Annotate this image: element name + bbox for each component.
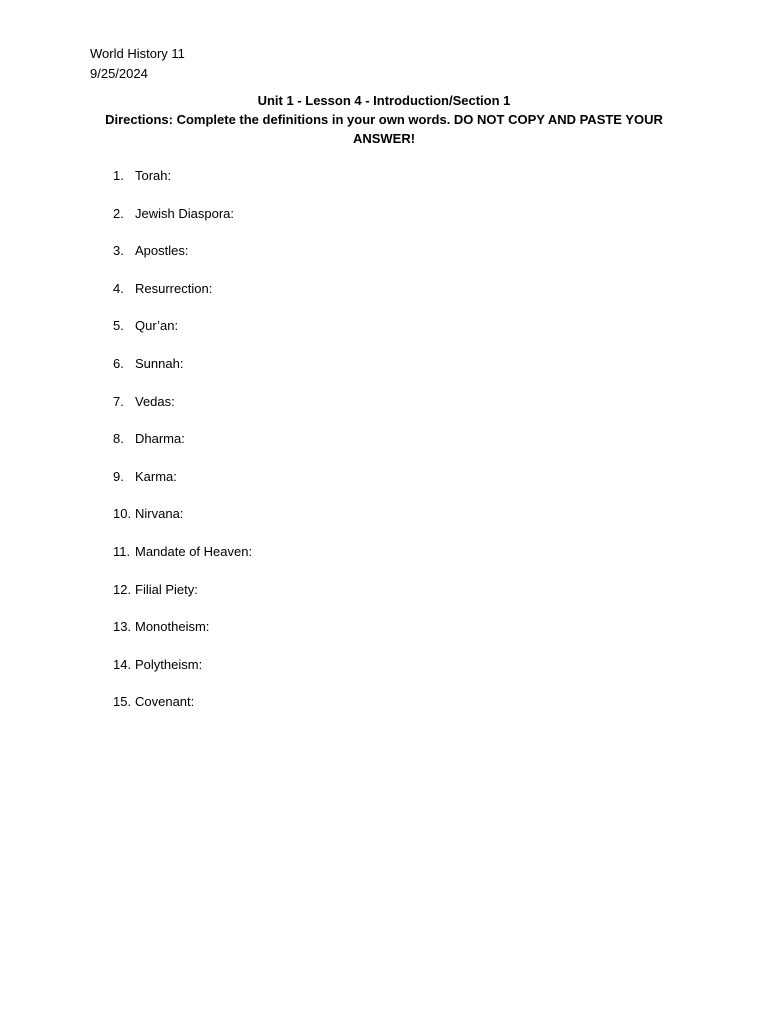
list-item-label: Torah: bbox=[135, 168, 172, 183]
list-item-number: 12. bbox=[113, 581, 132, 597]
list-item-number: 9. bbox=[113, 468, 124, 484]
list-item-number: 6. bbox=[113, 356, 124, 371]
list-item-label: Monotheism: bbox=[135, 619, 210, 635]
lesson-title: Unit 1 - Lesson 4 - Introduction/Section 1 bbox=[257, 93, 511, 108]
list-item-number: 8. bbox=[113, 431, 124, 447]
list-item-number: 14. bbox=[113, 656, 132, 672]
list-item-number: 3. bbox=[113, 243, 124, 259]
course-name: World History 11 bbox=[90, 46, 185, 61]
list-item-number: 4. bbox=[113, 280, 124, 296]
list-item-label: Dharma: bbox=[135, 431, 185, 447]
list-item-number: 10. bbox=[113, 506, 132, 522]
list-item-label: Jewish Diaspora: bbox=[135, 205, 234, 221]
list-item-label: Apostles: bbox=[135, 243, 189, 259]
list-item-label: Karma: bbox=[135, 468, 177, 484]
list-item-label: Nirvana: bbox=[135, 506, 184, 522]
list-item-label: Filial Piety: bbox=[135, 581, 198, 597]
list-item-label: Sunnah: bbox=[135, 356, 184, 371]
list-item-label: Vedas: bbox=[135, 393, 175, 409]
list-item-label: Mandate of Heaven: bbox=[135, 544, 253, 559]
list-item-number: 2. bbox=[113, 205, 124, 221]
document-date: 9/25/2024 bbox=[90, 66, 148, 81]
list-item-label: Qur’an: bbox=[135, 318, 179, 334]
list-item-number: 15. bbox=[113, 694, 132, 710]
list-item-label: Resurrection: bbox=[135, 280, 213, 296]
list-item-number: 11. bbox=[113, 544, 131, 559]
list-item-number: 7. bbox=[113, 393, 124, 409]
list-item-number: 5. bbox=[113, 318, 124, 334]
directions-text: Directions: Complete the definitions in your own words. DO NOT COPY AND PASTE YOUR ANSWER! bbox=[105, 112, 663, 146]
list-item-label: Polytheism: bbox=[135, 656, 203, 672]
list-item-label: Covenant: bbox=[135, 694, 195, 710]
list-item-number: 1. bbox=[113, 168, 124, 183]
list-item-number: 13. bbox=[113, 619, 132, 635]
